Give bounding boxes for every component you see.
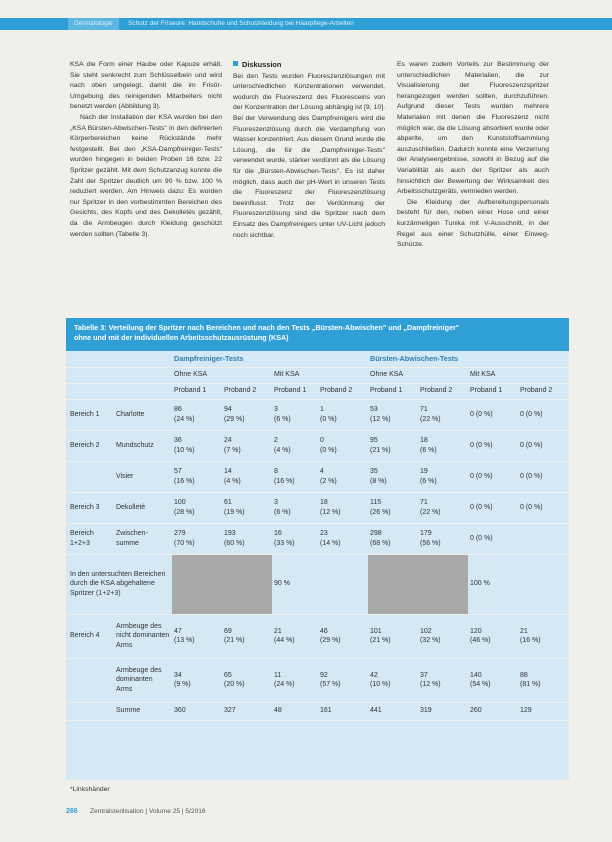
sum-label: Summe [114,702,172,720]
table-cell: 4 (2 %) [318,461,368,492]
table-cell: 92 (57 %) [318,658,368,702]
sum-value: 129 [518,702,569,720]
sum-value: 327 [222,702,272,720]
journal-source: Zentralsterilisation | Volume 25 | 5/2016 [90,808,206,815]
table-cell: 0 (0 %) [468,399,518,430]
table-cell: 3 (6 %) [272,399,318,430]
table-cell: 279 (70 %) [172,523,222,554]
row-area [66,658,114,702]
row-area: Bereich 4 [66,614,114,658]
table-cell: 1 (0 %) [318,399,368,430]
paragraph: KSA die Form einer Haube oder Kapuze erhält. Sie steht senkrecht zum Schlüsselbein und wird nach oben umgelegt, damit die im Frisör-Umgebung des reinigenden Mitarbeiters nicht benetzt werden (Abbildung 3). [70,61,222,111]
table-caption-line2: ohne und mit der individuellen Arbeitsschutzausrüstung (KSA) [74,333,289,342]
header-title: Schutz der Friseure: Handschuhe und Schutzkleidung bei Haarpflege-Arbeiten [128,20,354,27]
row-area [66,461,114,492]
table-cell: 24 (7 %) [222,430,272,461]
table-cell: 35 (8 %) [368,461,418,492]
table-cell: 65 (20 %) [222,658,272,702]
table-cell: 18 (12 %) [318,492,368,523]
row-subarea: Mundschutz [114,430,172,461]
table-proband-header [66,383,569,399]
data-table [66,351,569,721]
group-steam: Dampfreiniger-Tests [172,351,368,367]
group-brush: Bürsten-Abwischen-Tests [368,351,569,367]
sum-value: 360 [172,702,222,720]
page-header [0,18,612,30]
table-3 [66,318,569,780]
table-cell: 0 (0 %) [468,492,518,523]
section-heading-text: Diskussion [242,60,282,69]
row-subarea: Visier [114,461,172,492]
table-body [66,399,569,554]
table-cell: 0 (0 %) [468,523,518,554]
header-proband: Proband 2 [518,383,569,399]
table-cell: 0 (0 %) [518,492,569,523]
table-row-sum [66,702,569,720]
header-mit-ksa: Mit KSA [272,367,368,383]
grey-cell [172,554,272,614]
table-caption [66,318,569,351]
table-row [66,492,569,523]
table-cell: 0 (0 %) [518,430,569,461]
table-cell: 94 (29 %) [222,399,272,430]
table-cell: 16 (33 %) [272,523,318,554]
paragraph: Die Kleidung der Aufbereitungspersonals besteht für den, neben einer Hose und einer kurzärmeligen Tunika mit V-Ausschnitt, in der Regel aus einer Schutzhülle, einer Einweg-Schürze. [397,198,549,249]
table-cell: 0 (0 %) [318,430,368,461]
sum-value: 260 [468,702,518,720]
table-cell: 88 (81 %) [518,658,569,702]
table-row [66,614,569,658]
table-caption-line1: Tabelle 3: Verteilung der Spritzer nach Bereichen und nach den Tests „Bürsten-Abwischen" und „Dampfreiniger" [74,323,460,332]
row-area: Bereich 2 [66,430,114,461]
row-subarea: Dekolleté [114,492,172,523]
header-ohne-ksa: Ohne KSA [368,367,468,383]
table-cell: 140 (54 %) [468,658,518,702]
table-cell: 11 (24 %) [272,658,318,702]
table-cell: 61 (19 %) [222,492,272,523]
bullet-square-icon [233,61,238,66]
header-proband: Proband 2 [318,383,368,399]
table-cell: 46 (29 %) [318,614,368,658]
table-cell: 120 (46 %) [468,614,518,658]
header-mit-ksa: Mit KSA [468,367,569,383]
table-cell: 23 (14 %) [318,523,368,554]
header-proband: Proband 2 [222,383,272,399]
row-subarea: Armbeuge des nicht dominanten Arms [114,614,172,658]
table-cell: 100 (28 %) [172,492,222,523]
table-cell: 21 (44 %) [272,614,318,658]
table-row-reduction [66,554,569,614]
sum-value: 441 [368,702,418,720]
table-cell: 86 (24 %) [172,399,222,430]
table-ksa-header [66,367,569,383]
table-footnote: *Linkshänder [70,786,110,793]
paragraph: Bei den Tests wurden Fluoreszenzlösungen mit unterschiedlichen Konzentrationen verwendet, wodurch die Fluoreszenz des Fluoresceins von der Konzentration der Lösung abhängig ist [9, 10]. Bei der Verwendung des Dampfreinigers wird die Fluoreszenzlösung durch die Verdampfung von Wasser konzentriert. Aus diesem Grund wurde die Lösung, die für die „Dampfreiniger-Tests" verwendet wurde, stärker verdünnt als die Lösung für die „Bürsten-Abwischen-Tests". Es ist daher möglich, dass auch der pH-Wert in unseren Tests die Fluoreszenz der Fluoreszenzlösung beeinflusst. Trotz der Verdünnung der Fluoreszenzlösung sind die Spritzer nach dem Einsatz des Dampfreinigers unter UV-Licht jedoch noch sichtbar. [233,72,385,239]
sum-value: 48 [272,702,318,720]
table-cell: 298 (68 %) [368,523,418,554]
table-body-arms [66,614,569,702]
grey-cell [368,554,468,614]
table-cell: 115 (26 %) [368,492,418,523]
table-cell: 53 (12 %) [368,399,418,430]
table-row [66,523,569,554]
table-cell: 69 (21 %) [222,614,272,658]
table-cell: 0 (0 %) [518,461,569,492]
table-cell: 19 (6 %) [418,461,468,492]
table-cell: 95 (21 %) [368,430,418,461]
table-cell: 47 (13 %) [172,614,222,658]
reduction-steam: 90 % [272,554,368,614]
table-cell: 34 (9 %) [172,658,222,702]
table-cell: 102 (32 %) [418,614,468,658]
table-cell: 193 (60 %) [222,523,272,554]
header-proband: Proband 1 [272,383,318,399]
table-cell: 21 (16 %) [518,614,569,658]
table-group-header [66,351,569,367]
paragraph: Nach der Installation der KSA wurden bei den „KSA Bürsten-Abwischen-Tests" in den definierten Körperbereichen keine Rückstände mehr festgestellt. Bei den „KSA-Dampfreiniger-Tests" wurden hingegen in beiden Proben 16 bzw. 22 Spritzer gezählt. Mit dem Schutzanzug konnte die Zahl der Spritzer deutlich um 90 % bzw. 100 % reduziert werden. Am Hinweis dazu: Es wurden nur Spritzer in den vorbestimmten Bereichen des Gesichts, des Kopfs und des Dekolletés gezählt, da die Armbeugen durch Kleidung geschützt werden sollten (Tabelle 3). [70,113,222,238]
section-heading [233,60,385,71]
page-number: 266 [66,808,78,815]
table-cell: 57 (16 %) [172,461,222,492]
header-proband: Proband 1 [172,383,222,399]
table-row [66,658,569,702]
table-row [66,430,569,461]
header-tag: Dermatologie [68,18,119,30]
header-proband: Proband 1 [368,383,418,399]
table-cell: 101 (21 %) [368,614,418,658]
row-subarea: Charlotte [114,399,172,430]
table-row [66,461,569,492]
row-area: Bereich 3 [66,492,114,523]
table-cell: 179 (56 %) [418,523,468,554]
header-ohne-ksa: Ohne KSA [172,367,272,383]
page-footer [66,806,569,822]
table-cell: 3 (6 %) [272,492,318,523]
reduction-label: In den untersuchten Bereichen durch die KSA abgehaltene Spritzer (1+2+3) [66,554,172,614]
table-cell: 18 (6 %) [418,430,468,461]
text-column-1 [70,60,222,240]
table-cell: 14 (4 %) [222,461,272,492]
row-subarea: Armbeuge des dominanten Arms [114,658,172,702]
table-cell: 71 (22 %) [418,399,468,430]
table-cell [518,523,569,554]
text-column-3 [397,60,549,251]
table-cell: 0 (0 %) [518,399,569,430]
sum-value: 161 [318,702,368,720]
table-cell: 42 (10 %) [368,658,418,702]
header-proband: Proband 2 [418,383,468,399]
row-area: Bereich 1+2+3 [66,523,114,554]
row-subarea: Zwischen- summe [114,523,172,554]
sum-value: 319 [418,702,468,720]
table-cell: 0 (0 %) [468,461,518,492]
reduction-brush: 100 % [468,554,569,614]
table-row [66,399,569,430]
table-cell: 36 (10 %) [172,430,222,461]
table-cell: 37 (12 %) [418,658,468,702]
table-cell: 0 (0 %) [468,430,518,461]
table-cell: 71 (22 %) [418,492,468,523]
text-column-2 [233,60,385,241]
table-cell: 2 (4 %) [272,430,318,461]
header-proband: Proband 1 [468,383,518,399]
paragraph: Es waren zudem Vorteils zur Bestimmung der unterschiedlichen Materialien, die zur Visualisierung der Fluoreszenzspritzer herangezogen werden sollten, durchzuführen. Aufgrund dieser Tests wurden mehrere Materialien mit denen die Fluoreszenz nicht möglich war, da die Lösung absorbiert wurde oder abperlte, um den Kunststoffsammlung auszuschließen. Dadurch konnte eine Verzerrung der Analyseergebnisse, sowohl in Bezug auf die Variabilität als auch der Spritzer als auch hinsichtlich der Bewertung der Wirksamkeit des Arbeitsschutzgeräts, vermieden werden. [397,61,549,196]
table-cell: 8 (16 %) [272,461,318,492]
row-area: Bereich 1 [66,399,114,430]
